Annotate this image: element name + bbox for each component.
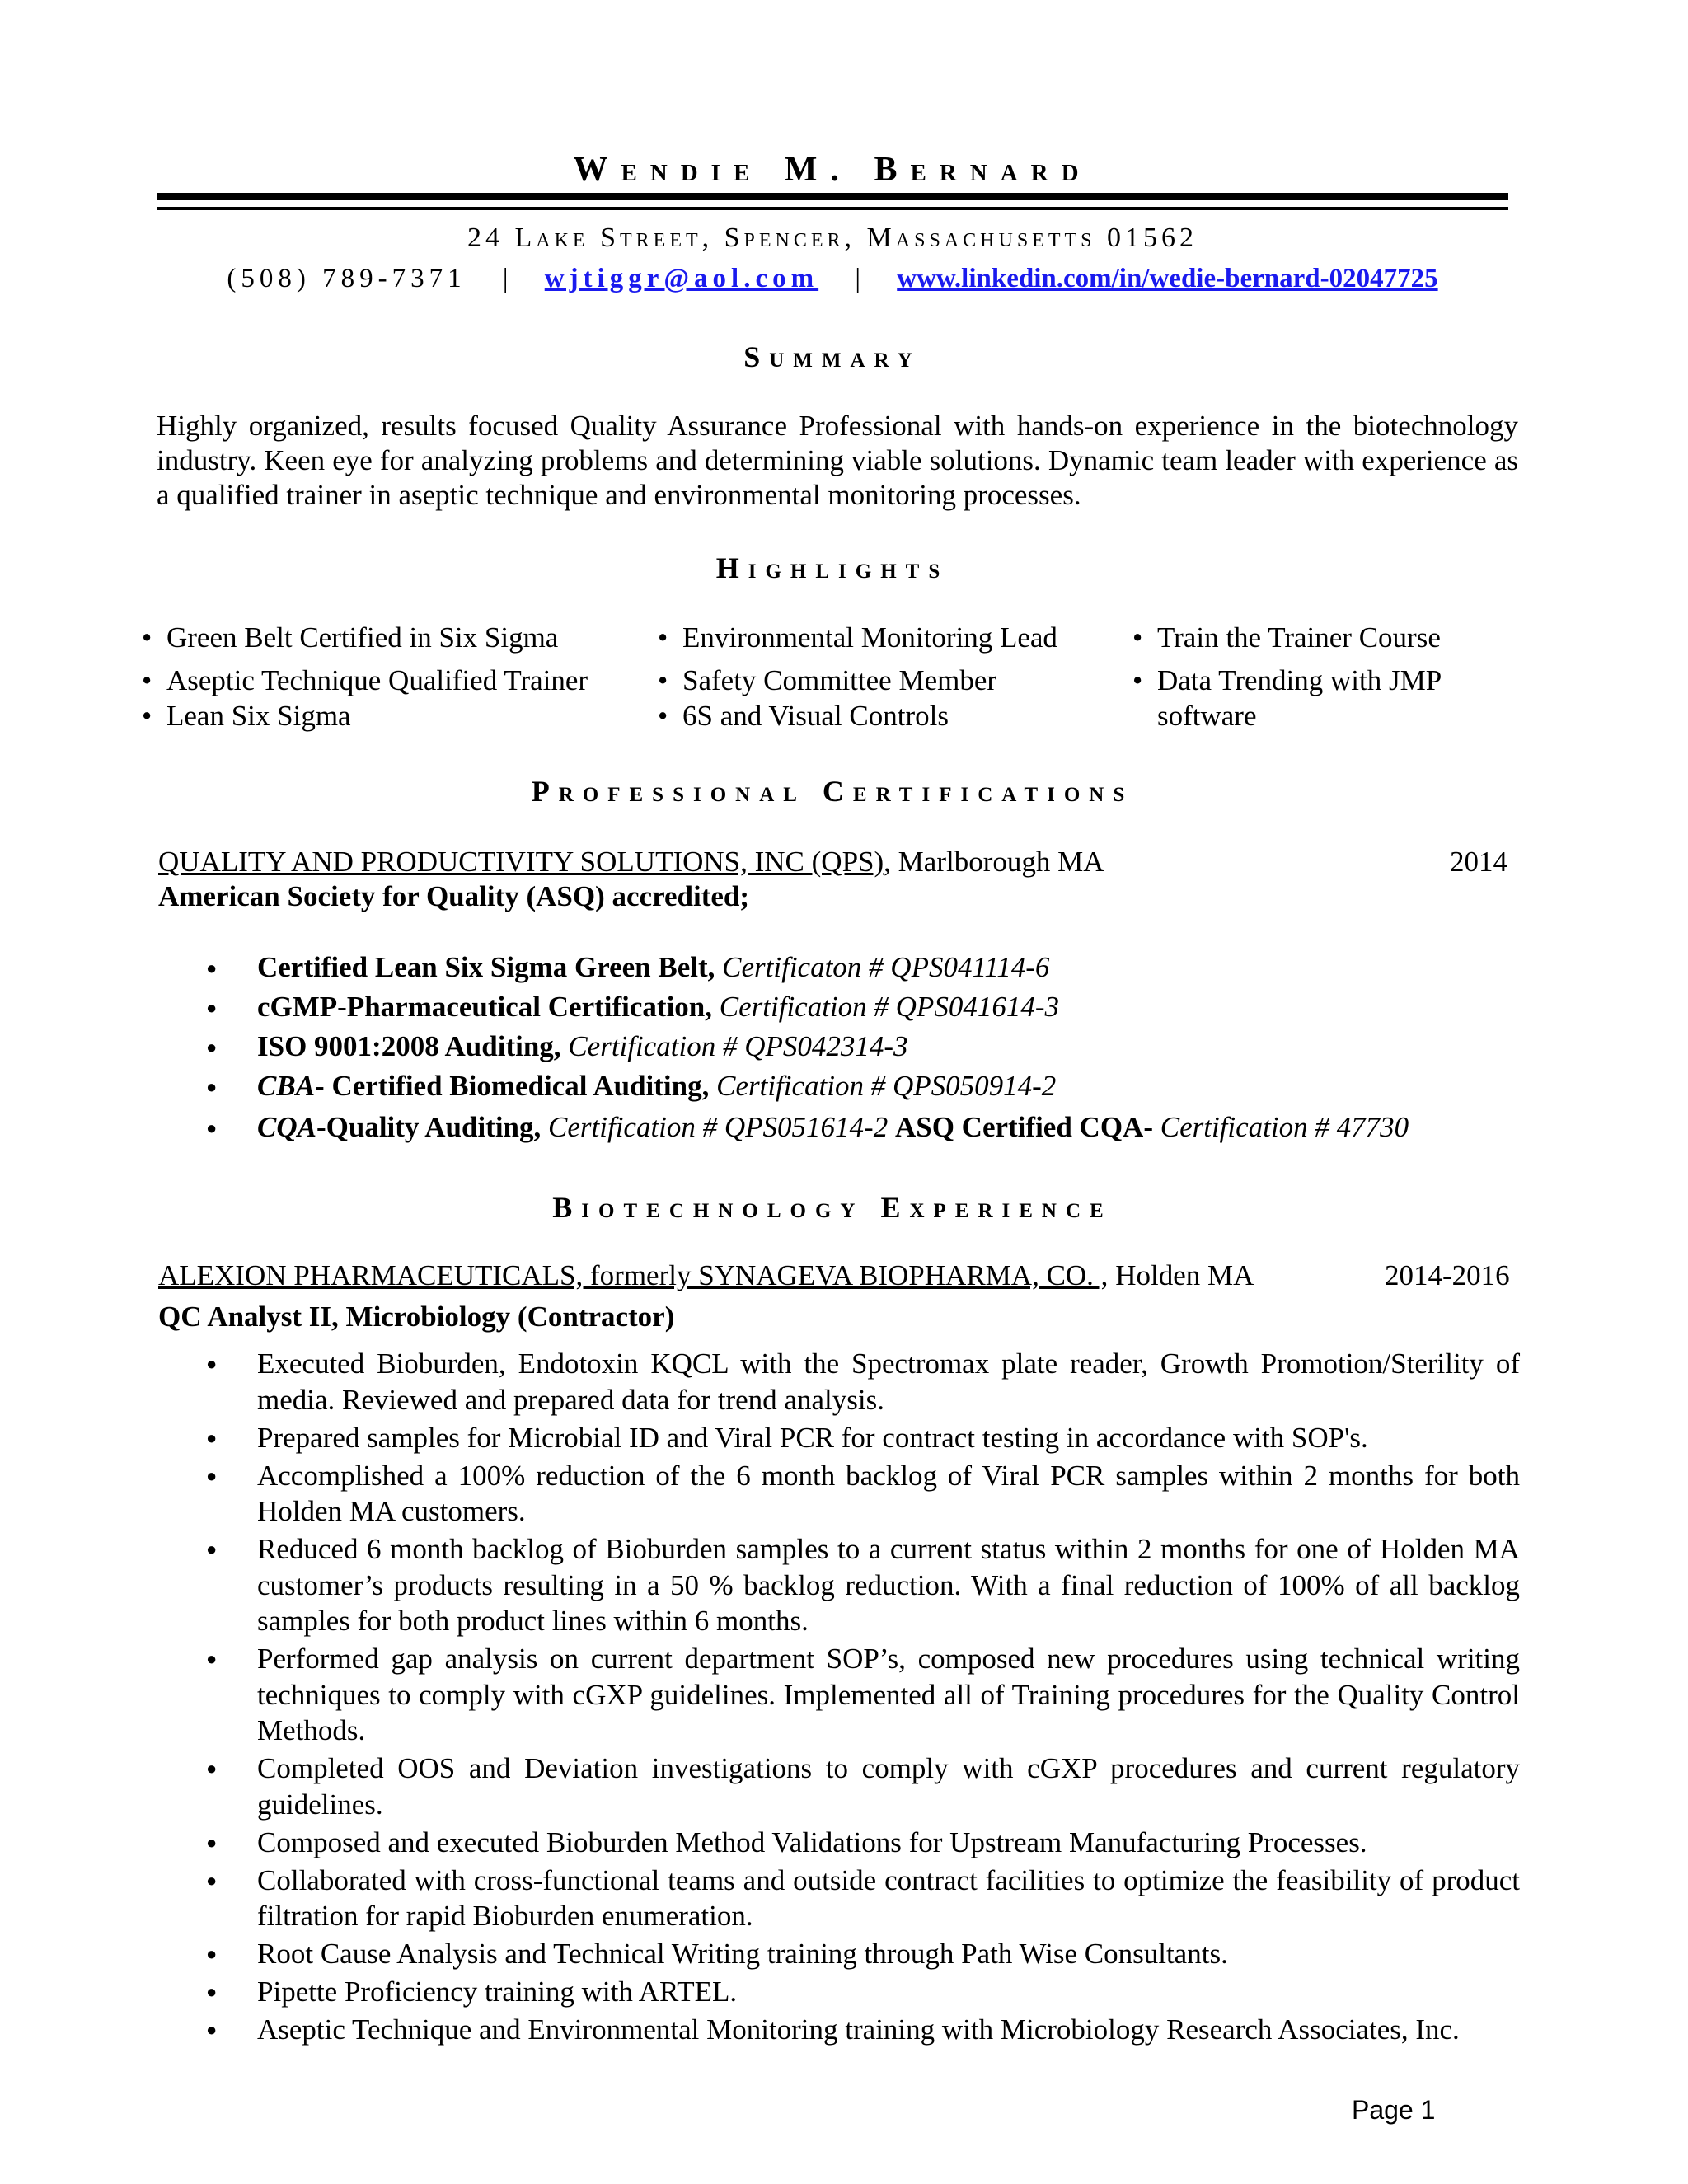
highlight-item: • Aseptic Technique Qualified Trainer — [142, 663, 636, 698]
phone-number: (508) 789-7371 — [227, 264, 467, 293]
summary-text: Highly organized, results focused Quality Assurance Professional with hands-on experience in the biotechnology industry. Keen eye for analyzing problems and determining viable solutions. Dynamic team leader with experience as a qualified trainer in aseptic technique and environmental monitoring processes. — [157, 410, 1518, 511]
summary-heading: Summary — [743, 340, 921, 373]
cert-item — [198, 1027, 1550, 1066]
experience-bullet: ● Accomplished a 100% reduction of the 6 month backlog of Viral PCR samples within 2 months for both Holden MA customers. — [198, 1458, 1520, 1530]
cert-number: Certificaton # QPS041114-6 — [722, 951, 1050, 983]
highlights-heading: Highlights — [715, 551, 950, 584]
separator: | — [855, 264, 860, 293]
experience-bullet: ● Aseptic Technique and Environmental Monitoring training with Microbiology Research Associates, Inc. — [198, 2012, 1520, 2048]
cert-org-line — [158, 846, 1510, 879]
experience-bullet: ● Root Cause Analysis and Technical Writing training through Path Wise Consultants. — [198, 1936, 1520, 1972]
cert-title: - Certified Biomedical Auditing, — [315, 1070, 710, 1102]
highlight-item: • Safety Committee Member — [658, 663, 1119, 698]
cert-number: Certification # QPS051614-2 — [548, 1111, 889, 1143]
experience-heading: Biotechnology Experience — [552, 1191, 1113, 1224]
experience-bullet: ● Executed Bioburden, Endotoxin KQCL with the Spectromax plate reader, Growth Promotion/Sterility of media. Reviewed and prepared data for trend analysis. — [198, 1346, 1520, 1418]
experience-bullet: ● Pipette Proficiency training with ARTEL. — [198, 1974, 1520, 2010]
cert-prefix: CBA — [257, 1070, 316, 1102]
cert-item — [198, 1066, 1550, 1106]
cert-number: Certification # QPS041614-3 — [719, 991, 1059, 1023]
cert-title: Certified Lean Six Sigma Green Belt, — [257, 951, 715, 983]
cert-title: ASQ Certified CQA- — [894, 1111, 1153, 1143]
candidate-name: Wendie M. Bernard — [573, 151, 1092, 189]
employment-dates: 2014-2016 — [1385, 1259, 1510, 1291]
cert-org-name: QUALITY AND PRODUCTIVITY SOLUTIONS, INC (QPS) — [158, 846, 884, 878]
contact-line — [157, 264, 1508, 294]
experience-bullet: ● Reduced 6 month backlog of Bioburden samples to a current status within 2 months for one of Holden MA customer’s products resulting in a 50 % backlog reduction. With a final reduction of 100% of all backlog samples for both product lines within 6 months. — [198, 1531, 1520, 1639]
experience-company-line — [158, 1259, 1518, 1292]
highlight-item: • Train the Trainer Course — [1132, 620, 1462, 655]
header-rule-thick — [157, 193, 1508, 200]
employer-name: ALEXION PHARMACEUTICALS, formerly SYNAGEVA BIOPHARMA, CO. , — [158, 1259, 1109, 1291]
cert-year: 2014 — [1450, 846, 1507, 878]
linkedin-link[interactable]: www.linkedin.com/in/wedie-bernard-02047725 — [897, 264, 1438, 293]
highlights-column-1 — [142, 620, 636, 733]
highlight-item: • Lean Six Sigma — [142, 698, 636, 733]
cert-title: ISO 9001:2008 Auditing, — [257, 1030, 561, 1062]
certifications-heading: Professional Certifications — [531, 775, 1134, 808]
page-number: Page 1 — [1352, 2095, 1436, 2125]
job-title: QC Analyst II, Microbiology (Contractor) — [158, 1301, 675, 1333]
experience-bullet: ● Prepared samples for Microbial ID and Viral PCR for contract testing in accordance with SOP's. — [198, 1420, 1520, 1456]
cert-item — [198, 948, 1550, 987]
highlights-column-3 — [1132, 620, 1462, 733]
cert-list — [198, 948, 1550, 1147]
cert-item — [198, 987, 1550, 1027]
email-link[interactable]: wjtiggr@aol.com — [544, 264, 819, 293]
header-rule-thin — [157, 207, 1508, 210]
cert-org-location: , Marlborough MA — [884, 846, 1104, 878]
cert-number: Certification # QPS042314-3 — [568, 1030, 908, 1062]
experience-bullets — [198, 1346, 1520, 2050]
highlights-column-2 — [658, 620, 1119, 733]
cert-number: Certification # QPS050914-2 — [716, 1070, 1057, 1102]
cert-prefix: CQA — [257, 1111, 316, 1143]
cert-title: cGMP-Pharmaceutical Certification, — [257, 991, 713, 1023]
cert-title: -Quality Auditing, — [316, 1111, 542, 1143]
highlight-item: • Environmental Monitoring Lead — [658, 620, 1119, 655]
experience-bullet: ● Performed gap analysis on current department SOP’s, composed new procedures using technical writing techniques to comply with cGXP guidelines. Implemented all of Training procedures for the Quality Control Methods. — [198, 1641, 1520, 1749]
cert-item — [198, 1108, 1550, 1147]
experience-bullet: ● Completed OOS and Deviation investigations to comply with cGXP procedures and current regulatory guidelines. — [198, 1750, 1520, 1822]
cert-number: Certification # 47730 — [1160, 1111, 1409, 1143]
highlight-item: • Data Trending with JMP software — [1132, 663, 1462, 733]
separator: | — [502, 264, 509, 293]
highlight-item: • Green Belt Certified in Six Sigma — [142, 620, 636, 655]
experience-bullet: ● Composed and executed Bioburden Method Validations for Upstream Manufacturing Processes. — [198, 1825, 1520, 1861]
address-line: 24 Lake Street, Spencer, Massachusetts 01562 — [467, 223, 1198, 253]
employer-location: Holden MA — [1108, 1259, 1254, 1291]
cert-accreditation: American Society for Quality (ASQ) accredited; — [158, 880, 750, 912]
experience-bullet: ● Collaborated with cross-functional teams and outside contract facilities to optimize the feasibility of product filtration for rapid Bioburden enumeration. — [198, 1863, 1520, 1934]
highlight-item: • 6S and Visual Controls — [658, 698, 1119, 733]
